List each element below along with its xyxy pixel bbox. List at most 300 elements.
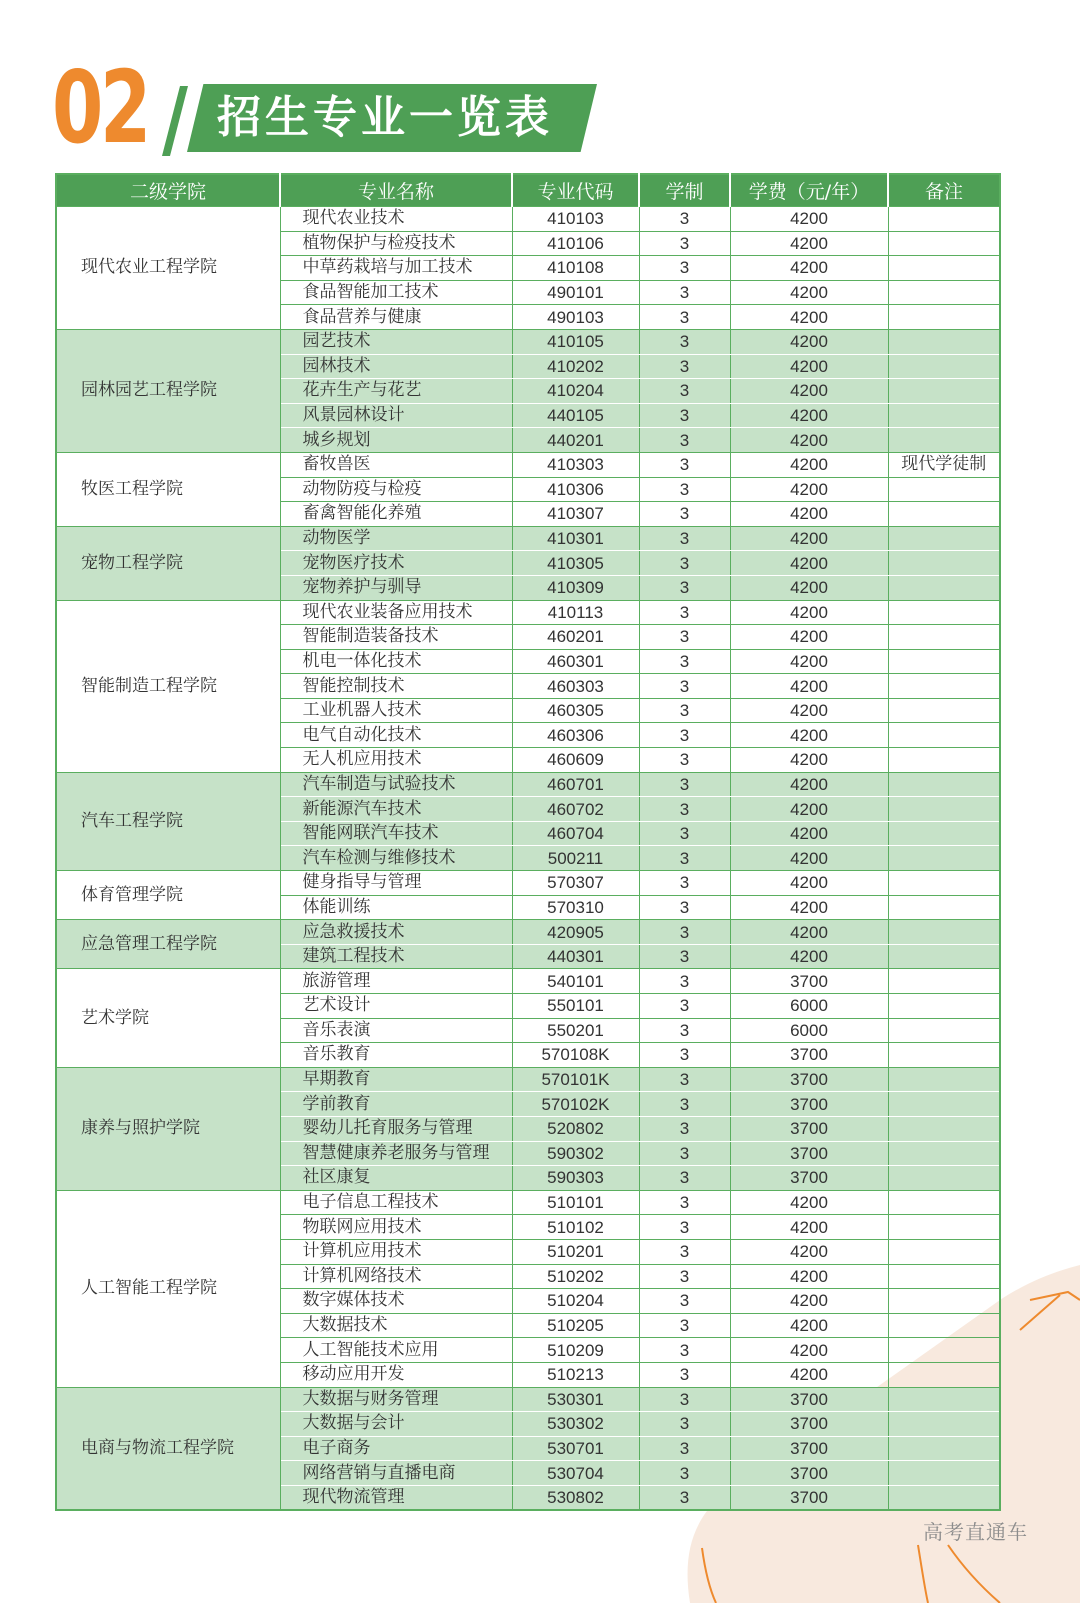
tuition-cell: 3700: [730, 1485, 888, 1510]
major-name-cell: 社区康复: [280, 1166, 512, 1191]
tuition-cell: 4200: [730, 1190, 888, 1215]
major-code-cell: 460303: [512, 674, 639, 699]
major-code-cell: 410105: [512, 329, 639, 354]
major-code-cell: 460609: [512, 748, 639, 773]
remarks-cell: [888, 256, 1000, 281]
tuition-cell: 3700: [730, 1412, 888, 1437]
major-code-cell: 530302: [512, 1412, 639, 1437]
duration-cell: 3: [639, 846, 730, 871]
remarks-cell: [888, 649, 1000, 674]
major-code-cell: 510204: [512, 1289, 639, 1314]
remarks-cell: [888, 1166, 1000, 1191]
duration-cell: 3: [639, 944, 730, 969]
tuition-cell: 3700: [730, 1141, 888, 1166]
duration-cell: 3: [639, 526, 730, 551]
major-code-cell: 510201: [512, 1239, 639, 1264]
remarks-cell: [888, 1215, 1000, 1240]
college-cell: 园林园艺工程学院: [56, 329, 280, 452]
major-name-cell: 工业机器人技术: [280, 698, 512, 723]
duration-cell: 3: [639, 649, 730, 674]
major-code-cell: 460305: [512, 698, 639, 723]
major-code-cell: 460701: [512, 772, 639, 797]
table-header-row: [56, 174, 1000, 207]
header-duration: 学制: [639, 174, 730, 207]
tuition-cell: 4200: [730, 354, 888, 379]
remarks-cell: [888, 772, 1000, 797]
remarks-cell: [888, 551, 1000, 576]
tuition-cell: 4200: [730, 207, 888, 232]
remarks-cell: [888, 1387, 1000, 1412]
remarks-cell: [888, 280, 1000, 305]
major-code-cell: 500211: [512, 846, 639, 871]
remarks-cell: [888, 1190, 1000, 1215]
tuition-cell: 4200: [730, 231, 888, 256]
duration-cell: 3: [639, 1362, 730, 1387]
duration-cell: 3: [639, 1412, 730, 1437]
tuition-cell: 4200: [730, 379, 888, 404]
tuition-cell: 3700: [730, 1116, 888, 1141]
major-code-cell: 460702: [512, 797, 639, 822]
major-name-cell: 食品智能加工技术: [280, 280, 512, 305]
major-name-cell: 智能制造装备技术: [280, 625, 512, 650]
tuition-cell: 4200: [730, 526, 888, 551]
remarks-cell: [888, 625, 1000, 650]
major-code-cell: 410108: [512, 256, 639, 281]
college-cell: 牧医工程学院: [56, 452, 280, 526]
college-cell: 康养与照护学院: [56, 1067, 280, 1190]
major-name-cell: 中草药栽培与加工技术: [280, 256, 512, 281]
remarks-cell: [888, 329, 1000, 354]
major-name-cell: 智能控制技术: [280, 674, 512, 699]
table-row: [56, 526, 1000, 551]
duration-cell: 3: [639, 1485, 730, 1510]
duration-cell: 3: [639, 969, 730, 994]
table-row: [56, 452, 1000, 477]
header-remarks: 备注: [888, 174, 1000, 207]
duration-cell: 3: [639, 1067, 730, 1092]
major-name-cell: 花卉生产与花艺: [280, 379, 512, 404]
tuition-cell: 4200: [730, 944, 888, 969]
remarks-cell: [888, 502, 1000, 527]
tuition-cell: 4200: [730, 846, 888, 871]
remarks-cell: 现代学徒制: [888, 452, 1000, 477]
major-name-cell: 畜牧兽医: [280, 452, 512, 477]
major-name-cell: 无人机应用技术: [280, 748, 512, 773]
major-name-cell: 建筑工程技术: [280, 944, 512, 969]
major-code-cell: 570307: [512, 871, 639, 896]
remarks-cell: [888, 428, 1000, 453]
duration-cell: 3: [639, 428, 730, 453]
duration-cell: 3: [639, 1313, 730, 1338]
duration-cell: 3: [639, 1190, 730, 1215]
tuition-cell: 3700: [730, 1387, 888, 1412]
major-name-cell: 园林技术: [280, 354, 512, 379]
remarks-cell: [888, 821, 1000, 846]
major-code-cell: 510101: [512, 1190, 639, 1215]
major-code-cell: 530704: [512, 1461, 639, 1486]
remarks-cell: [888, 354, 1000, 379]
duration-cell: 3: [639, 797, 730, 822]
duration-cell: 3: [639, 723, 730, 748]
tuition-cell: 4200: [730, 797, 888, 822]
major-code-cell: 410103: [512, 207, 639, 232]
duration-cell: 3: [639, 1141, 730, 1166]
remarks-cell: [888, 1289, 1000, 1314]
duration-cell: 3: [639, 1264, 730, 1289]
tuition-cell: 4200: [730, 895, 888, 920]
duration-cell: 3: [639, 551, 730, 576]
college-cell: 宠物工程学院: [56, 526, 280, 600]
tuition-cell: 6000: [730, 994, 888, 1019]
tuition-cell: 4200: [730, 1264, 888, 1289]
major-name-cell: 大数据与财务管理: [280, 1387, 512, 1412]
slash-divider-icon: [162, 86, 192, 156]
remarks-cell: [888, 526, 1000, 551]
tuition-cell: 4200: [730, 674, 888, 699]
duration-cell: 3: [639, 920, 730, 945]
major-code-cell: 570101K: [512, 1067, 639, 1092]
major-name-cell: 电子商务: [280, 1436, 512, 1461]
major-name-cell: 早期教育: [280, 1067, 512, 1092]
major-name-cell: 畜禽智能化养殖: [280, 502, 512, 527]
remarks-cell: [888, 379, 1000, 404]
remarks-cell: [888, 403, 1000, 428]
duration-cell: 3: [639, 305, 730, 330]
table-body: [56, 207, 1000, 1511]
major-name-cell: 园艺技术: [280, 329, 512, 354]
major-name-cell: 植物保护与检疫技术: [280, 231, 512, 256]
major-name-cell: 汽车检测与维修技术: [280, 846, 512, 871]
college-cell: 现代农业工程学院: [56, 207, 280, 330]
remarks-cell: [888, 895, 1000, 920]
tuition-cell: 4200: [730, 502, 888, 527]
tuition-cell: 4200: [730, 772, 888, 797]
duration-cell: 3: [639, 231, 730, 256]
remarks-cell: [888, 944, 1000, 969]
duration-cell: 3: [639, 821, 730, 846]
tuition-cell: 4200: [730, 1313, 888, 1338]
remarks-cell: [888, 1264, 1000, 1289]
major-code-cell: 410202: [512, 354, 639, 379]
remarks-cell: [888, 1436, 1000, 1461]
tuition-cell: 4200: [730, 748, 888, 773]
major-code-cell: 440105: [512, 403, 639, 428]
table-row: [56, 600, 1000, 625]
major-code-cell: 530802: [512, 1485, 639, 1510]
major-code-cell: 570102K: [512, 1092, 639, 1117]
remarks-cell: [888, 477, 1000, 502]
duration-cell: 3: [639, 1461, 730, 1486]
tuition-cell: 4200: [730, 1215, 888, 1240]
major-name-cell: 城乡规划: [280, 428, 512, 453]
tuition-cell: 4200: [730, 698, 888, 723]
major-name-cell: 数字媒体技术: [280, 1289, 512, 1314]
tuition-cell: 4200: [730, 551, 888, 576]
tuition-cell: 4200: [730, 600, 888, 625]
table-row: [56, 1387, 1000, 1412]
header-major-name: 专业名称: [280, 174, 512, 207]
major-name-cell: 智能网联汽车技术: [280, 821, 512, 846]
duration-cell: 3: [639, 895, 730, 920]
duration-cell: 3: [639, 1239, 730, 1264]
major-name-cell: 现代农业技术: [280, 207, 512, 232]
tuition-cell: 3700: [730, 1436, 888, 1461]
duration-cell: 3: [639, 871, 730, 896]
table-row: [56, 207, 1000, 232]
major-code-cell: 510202: [512, 1264, 639, 1289]
major-name-cell: 音乐表演: [280, 1018, 512, 1043]
duration-cell: 3: [639, 625, 730, 650]
table-row: [56, 329, 1000, 354]
major-code-cell: 550101: [512, 994, 639, 1019]
major-code-cell: 410106: [512, 231, 639, 256]
major-name-cell: 应急救援技术: [280, 920, 512, 945]
remarks-cell: [888, 1412, 1000, 1437]
table-row: [56, 1067, 1000, 1092]
major-code-cell: 510209: [512, 1338, 639, 1363]
duration-cell: 3: [639, 502, 730, 527]
tuition-cell: 4200: [730, 477, 888, 502]
duration-cell: 3: [639, 280, 730, 305]
college-cell: 人工智能工程学院: [56, 1190, 280, 1387]
major-name-cell: 食品营养与健康: [280, 305, 512, 330]
remarks-cell: [888, 1461, 1000, 1486]
remarks-cell: [888, 674, 1000, 699]
major-code-cell: 510205: [512, 1313, 639, 1338]
duration-cell: 3: [639, 256, 730, 281]
duration-cell: 3: [639, 329, 730, 354]
tuition-cell: 4200: [730, 1239, 888, 1264]
major-code-cell: 570310: [512, 895, 639, 920]
major-code-cell: 410306: [512, 477, 639, 502]
remarks-cell: [888, 1338, 1000, 1363]
major-name-cell: 婴幼儿托育服务与管理: [280, 1116, 512, 1141]
duration-cell: 3: [639, 698, 730, 723]
tuition-cell: 3700: [730, 1461, 888, 1486]
tuition-cell: 4200: [730, 625, 888, 650]
major-name-cell: 体能训练: [280, 895, 512, 920]
duration-cell: 3: [639, 207, 730, 232]
major-name-cell: 物联网应用技术: [280, 1215, 512, 1240]
remarks-cell: [888, 1018, 1000, 1043]
table-row: [56, 920, 1000, 945]
major-code-cell: 410305: [512, 551, 639, 576]
remarks-cell: [888, 575, 1000, 600]
major-code-cell: 410307: [512, 502, 639, 527]
major-name-cell: 网络营销与直播电商: [280, 1461, 512, 1486]
duration-cell: 3: [639, 600, 730, 625]
major-name-cell: 移动应用开发: [280, 1362, 512, 1387]
major-code-cell: 410301: [512, 526, 639, 551]
tuition-cell: 4200: [730, 452, 888, 477]
tuition-cell: 3700: [730, 1092, 888, 1117]
remarks-cell: [888, 1141, 1000, 1166]
major-code-cell: 440201: [512, 428, 639, 453]
tuition-cell: 4200: [730, 723, 888, 748]
header-tuition: 学费（元/年）: [730, 174, 888, 207]
header-college: 二级学院: [56, 174, 280, 207]
duration-cell: 3: [639, 748, 730, 773]
major-code-cell: 520802: [512, 1116, 639, 1141]
tuition-cell: 4200: [730, 649, 888, 674]
major-code-cell: 510102: [512, 1215, 639, 1240]
major-code-cell: 440301: [512, 944, 639, 969]
duration-cell: 3: [639, 1116, 730, 1141]
tuition-cell: 4200: [730, 329, 888, 354]
duration-cell: 3: [639, 403, 730, 428]
tuition-cell: 3700: [730, 1043, 888, 1068]
major-code-cell: 460306: [512, 723, 639, 748]
major-code-cell: 460201: [512, 625, 639, 650]
remarks-cell: [888, 600, 1000, 625]
remarks-cell: [888, 871, 1000, 896]
remarks-cell: [888, 1067, 1000, 1092]
duration-cell: 3: [639, 452, 730, 477]
remarks-cell: [888, 846, 1000, 871]
remarks-cell: [888, 1239, 1000, 1264]
tuition-cell: 4200: [730, 1362, 888, 1387]
major-code-cell: 530301: [512, 1387, 639, 1412]
major-name-cell: 现代农业装备应用技术: [280, 600, 512, 625]
duration-cell: 3: [639, 1215, 730, 1240]
major-code-cell: 410113: [512, 600, 639, 625]
tuition-cell: 3700: [730, 1067, 888, 1092]
tuition-cell: 4200: [730, 575, 888, 600]
section-number: 02: [52, 49, 149, 166]
remarks-cell: [888, 207, 1000, 232]
remarks-cell: [888, 920, 1000, 945]
major-code-cell: 410204: [512, 379, 639, 404]
tuition-cell: 3700: [730, 1166, 888, 1191]
major-name-cell: 宠物养护与驯导: [280, 575, 512, 600]
major-name-cell: 机电一体化技术: [280, 649, 512, 674]
major-code-cell: 530701: [512, 1436, 639, 1461]
table-row: [56, 772, 1000, 797]
remarks-cell: [888, 231, 1000, 256]
college-cell: 应急管理工程学院: [56, 920, 280, 969]
duration-cell: 3: [639, 1166, 730, 1191]
majors-table: [55, 173, 1001, 1511]
major-code-cell: 570108K: [512, 1043, 639, 1068]
page-title: 招生专业一览表: [217, 92, 553, 143]
major-name-cell: 计算机应用技术: [280, 1239, 512, 1264]
major-name-cell: 学前教育: [280, 1092, 512, 1117]
section-title: [52, 49, 612, 166]
college-cell: 电商与物流工程学院: [56, 1387, 280, 1510]
table-row: [56, 1190, 1000, 1215]
major-name-cell: 动物医学: [280, 526, 512, 551]
major-code-cell: 510213: [512, 1362, 639, 1387]
major-name-cell: 电气自动化技术: [280, 723, 512, 748]
major-code-cell: 490103: [512, 305, 639, 330]
duration-cell: 3: [639, 1018, 730, 1043]
major-code-cell: 410309: [512, 575, 639, 600]
duration-cell: 3: [639, 477, 730, 502]
remarks-cell: [888, 797, 1000, 822]
table-row: [56, 969, 1000, 994]
remarks-cell: [888, 748, 1000, 773]
major-code-cell: 410303: [512, 452, 639, 477]
tuition-cell: 4200: [730, 920, 888, 945]
tuition-cell: 4200: [730, 1289, 888, 1314]
major-name-cell: 音乐教育: [280, 1043, 512, 1068]
tuition-cell: 4200: [730, 428, 888, 453]
major-name-cell: 智慧健康养老服务与管理: [280, 1141, 512, 1166]
major-name-cell: 动物防疫与检疫: [280, 477, 512, 502]
major-name-cell: 汽车制造与试验技术: [280, 772, 512, 797]
remarks-cell: [888, 969, 1000, 994]
tuition-cell: 4200: [730, 305, 888, 330]
duration-cell: 3: [639, 674, 730, 699]
duration-cell: 3: [639, 575, 730, 600]
tuition-cell: 4200: [730, 403, 888, 428]
major-code-cell: 460301: [512, 649, 639, 674]
major-name-cell: 宠物医疗技术: [280, 551, 512, 576]
remarks-cell: [888, 1092, 1000, 1117]
duration-cell: 3: [639, 772, 730, 797]
major-name-cell: 旅游管理: [280, 969, 512, 994]
tuition-cell: 4200: [730, 871, 888, 896]
tuition-cell: 4200: [730, 280, 888, 305]
major-name-cell: 新能源汽车技术: [280, 797, 512, 822]
duration-cell: 3: [639, 1338, 730, 1363]
major-code-cell: 460704: [512, 821, 639, 846]
duration-cell: 3: [639, 1289, 730, 1314]
remarks-cell: [888, 1313, 1000, 1338]
remarks-cell: [888, 1362, 1000, 1387]
remarks-cell: [888, 305, 1000, 330]
duration-cell: 3: [639, 1043, 730, 1068]
major-name-cell: 大数据技术: [280, 1313, 512, 1338]
major-name-cell: 现代物流管理: [280, 1485, 512, 1510]
duration-cell: 3: [639, 379, 730, 404]
header-major-code: 专业代码: [512, 174, 639, 207]
major-name-cell: 健身指导与管理: [280, 871, 512, 896]
college-cell: 艺术学院: [56, 969, 280, 1067]
watermark: 高考直通车: [923, 1520, 1028, 1544]
tuition-cell: 3700: [730, 969, 888, 994]
duration-cell: 3: [639, 994, 730, 1019]
college-cell: 汽车工程学院: [56, 772, 280, 870]
duration-cell: 3: [639, 1092, 730, 1117]
major-code-cell: 420905: [512, 920, 639, 945]
major-code-cell: 590303: [512, 1166, 639, 1191]
remarks-cell: [888, 698, 1000, 723]
tuition-cell: 4200: [730, 1338, 888, 1363]
remarks-cell: [888, 723, 1000, 748]
major-code-cell: 550201: [512, 1018, 639, 1043]
duration-cell: 3: [639, 1387, 730, 1412]
major-code-cell: 540101: [512, 969, 639, 994]
duration-cell: 3: [639, 1436, 730, 1461]
major-code-cell: 590302: [512, 1141, 639, 1166]
remarks-cell: [888, 1485, 1000, 1510]
major-name-cell: 艺术设计: [280, 994, 512, 1019]
college-cell: 体育管理学院: [56, 871, 280, 920]
major-name-cell: 大数据与会计: [280, 1412, 512, 1437]
major-name-cell: 风景园林设计: [280, 403, 512, 428]
major-name-cell: 人工智能技术应用: [280, 1338, 512, 1363]
major-name-cell: 计算机网络技术: [280, 1264, 512, 1289]
tuition-cell: 4200: [730, 256, 888, 281]
remarks-cell: [888, 994, 1000, 1019]
duration-cell: 3: [639, 354, 730, 379]
tuition-cell: 6000: [730, 1018, 888, 1043]
major-code-cell: 490101: [512, 280, 639, 305]
college-cell: 智能制造工程学院: [56, 600, 280, 772]
table-row: [56, 871, 1000, 896]
major-name-cell: 电子信息工程技术: [280, 1190, 512, 1215]
